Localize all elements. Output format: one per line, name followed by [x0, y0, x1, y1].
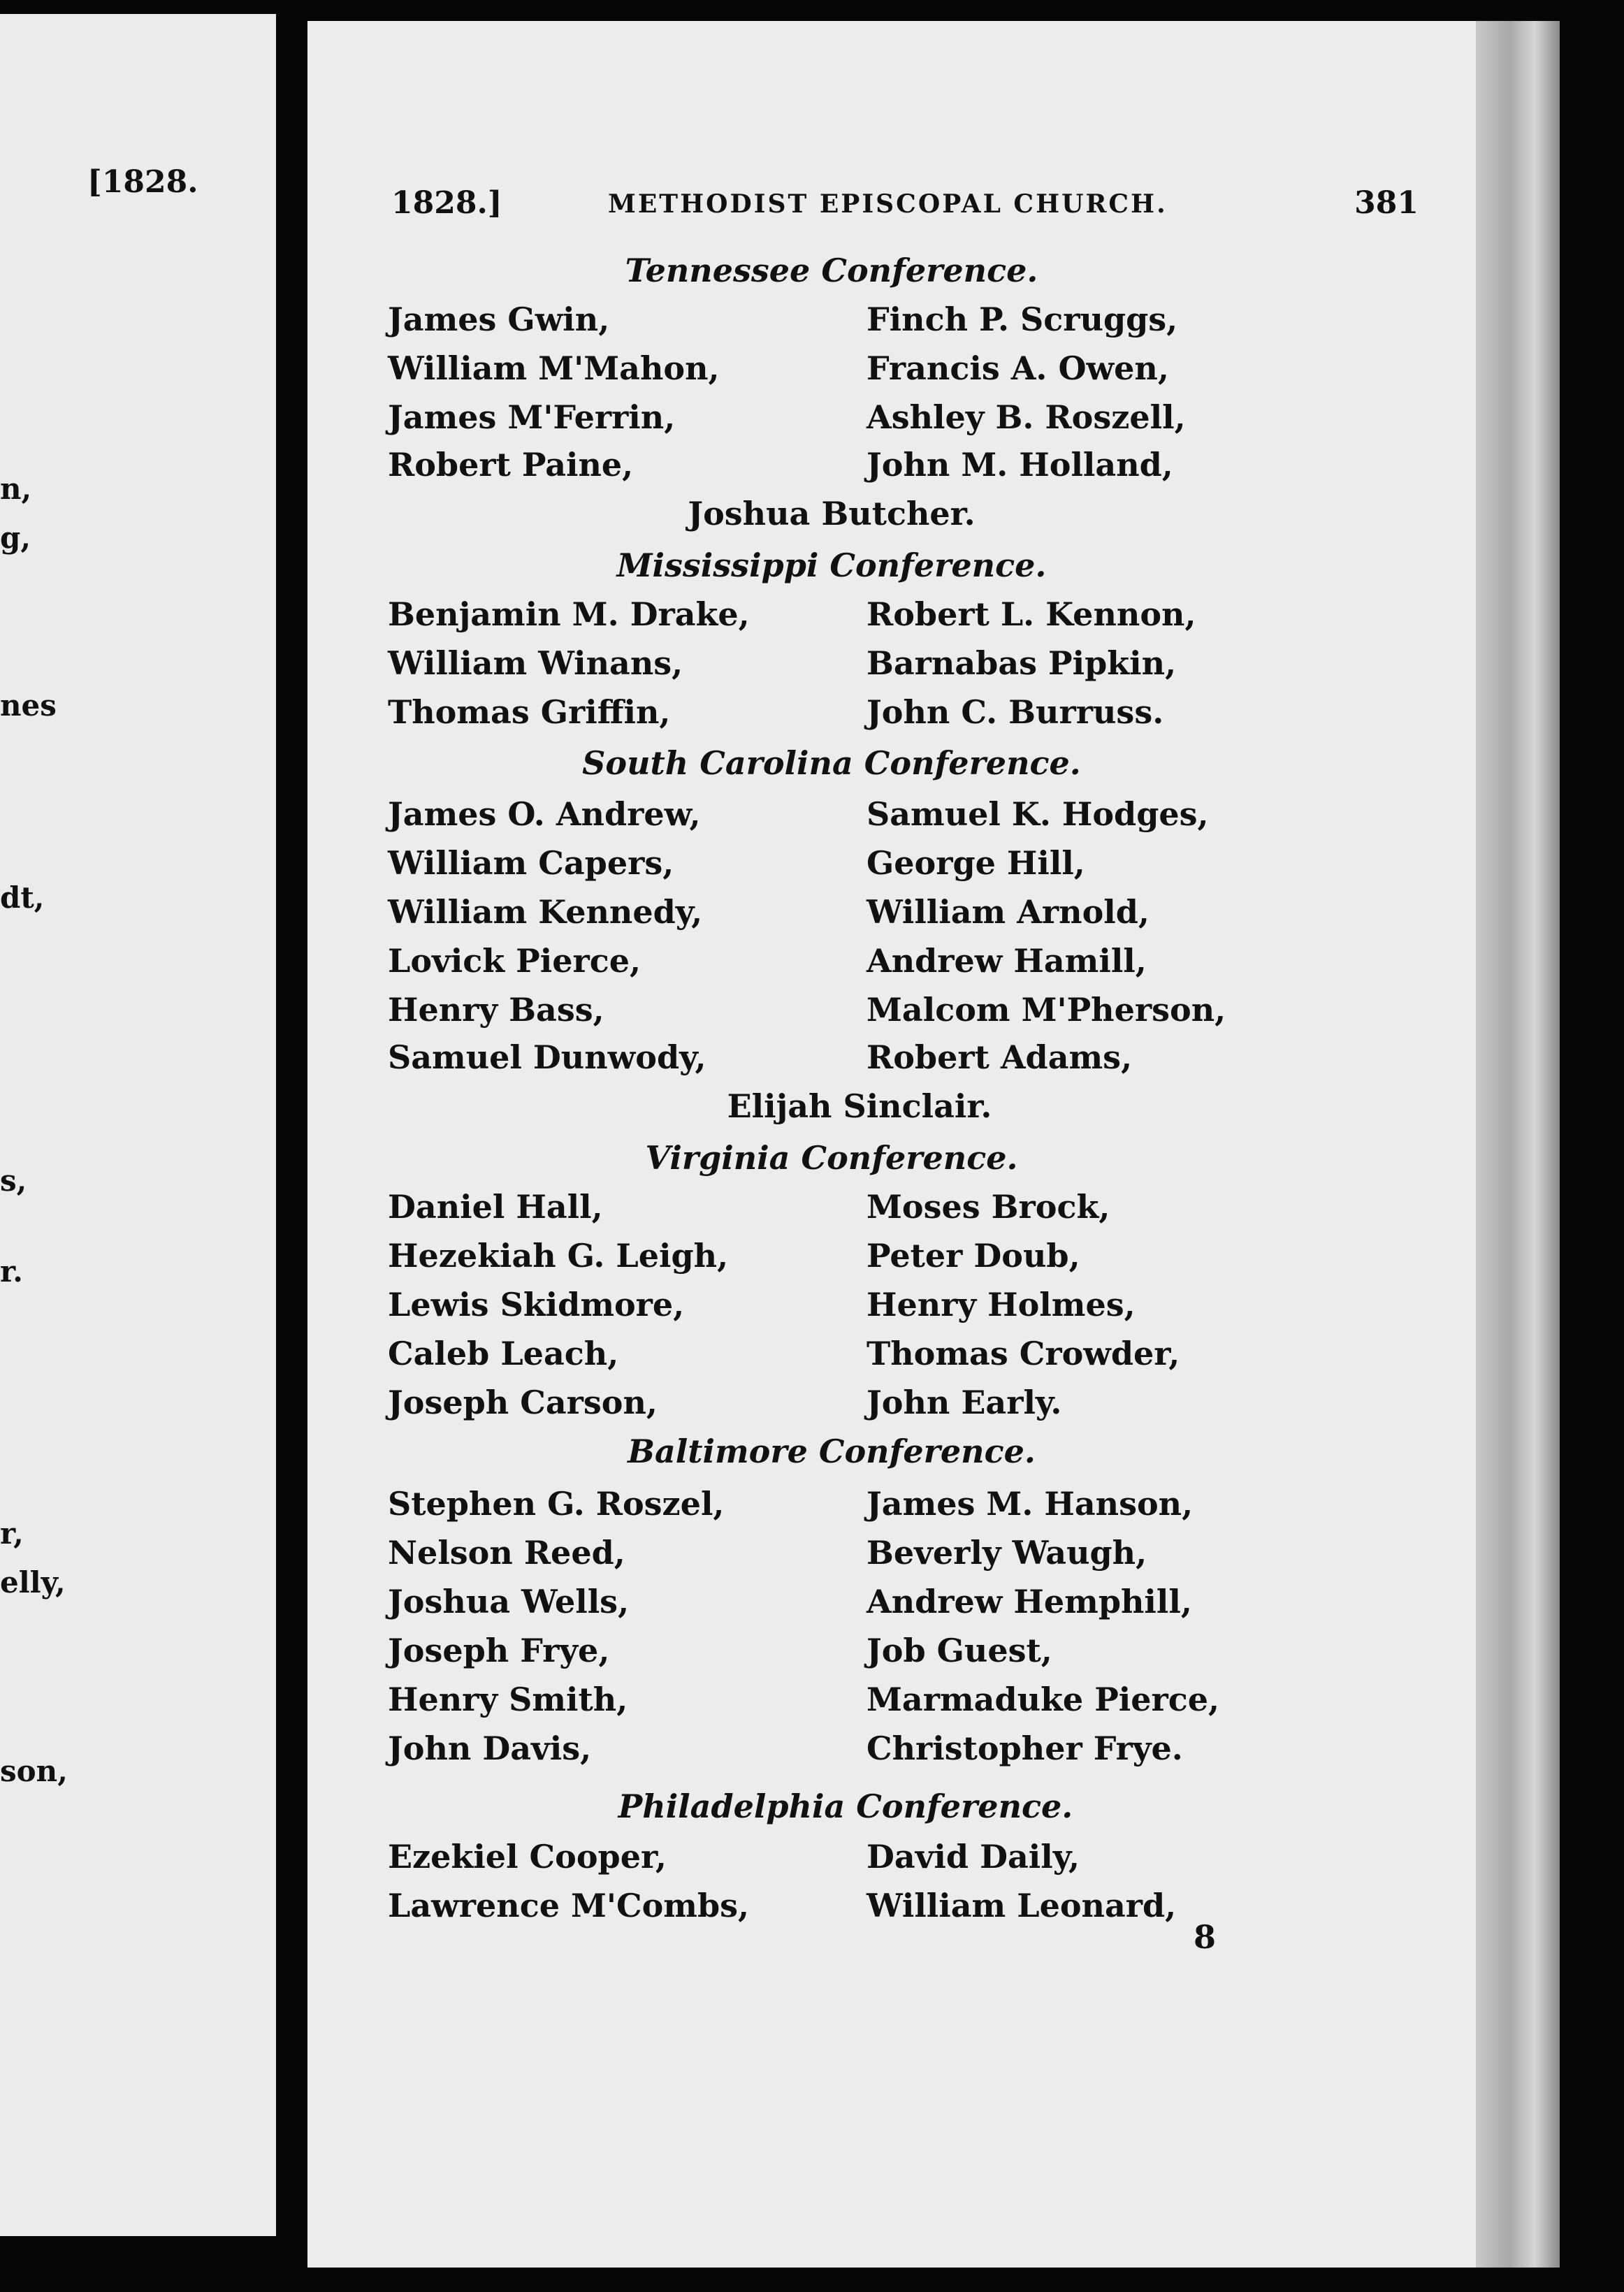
left-fragment: s,	[0, 1163, 27, 1198]
left-fragment: r.	[0, 1254, 23, 1289]
member-name: Samuel K. Hodges,	[867, 795, 1209, 833]
member-name: David Daily,	[867, 1838, 1080, 1876]
page-number: 381	[1354, 185, 1419, 221]
conference-heading: South Carolina Conference.	[582, 744, 1081, 782]
conference-heading: Philadelphia Conference.	[618, 1787, 1073, 1825]
member-name: John C. Burruss.	[867, 693, 1164, 731]
member-name: Moses Brock,	[867, 1188, 1110, 1226]
member-name: Joseph Carson,	[388, 1384, 658, 1421]
member-name: Christopher Frye.	[867, 1729, 1183, 1767]
conference-heading: Virginia Conference.	[645, 1139, 1018, 1177]
member-name: Marmaduke Pierce,	[867, 1681, 1220, 1718]
member-name: William Winans,	[388, 644, 683, 682]
member-name: James M. Hanson,	[867, 1485, 1194, 1523]
member-name: William Leonard,	[867, 1887, 1177, 1924]
member-name: Stephen G. Roszel,	[388, 1485, 725, 1523]
member-name: Beverly Waugh,	[867, 1534, 1147, 1572]
page-edge	[1476, 21, 1560, 2268]
member-name: Henry Smith,	[388, 1681, 628, 1718]
member-name: George Hill,	[867, 844, 1085, 882]
member-name: Benjamin M. Drake,	[388, 595, 750, 633]
member-name: Lewis Skidmore,	[388, 1286, 685, 1323]
conference-heading: Baltimore Conference.	[628, 1432, 1036, 1470]
left-fragment: son,	[0, 1754, 68, 1788]
member-name: Robert Paine,	[388, 446, 634, 484]
member-name-centered: Joshua Butcher.	[688, 495, 976, 532]
member-name: Henry Holmes,	[867, 1286, 1136, 1323]
member-name: Job Guest,	[867, 1632, 1052, 1669]
member-name: William Arnold,	[867, 893, 1150, 931]
running-head	[391, 185, 1419, 227]
signature-mark: 8	[1194, 1918, 1217, 1956]
running-head-year: 1828.]	[391, 185, 502, 221]
left-fragment: dt,	[0, 880, 45, 915]
member-name: Daniel Hall,	[388, 1188, 603, 1226]
member-name: Robert Adams,	[867, 1038, 1133, 1076]
member-name: Nelson Reed,	[388, 1534, 625, 1572]
member-name: John M. Holland,	[867, 446, 1173, 484]
member-name: Robert L. Kennon,	[867, 595, 1196, 633]
left-fragment: nes	[0, 688, 57, 723]
left-fragment: elly,	[0, 1565, 66, 1600]
member-name: Finch P. Scruggs,	[867, 300, 1178, 338]
member-name: Thomas Griffin,	[388, 693, 671, 731]
left-page-header: [1828.	[87, 164, 198, 200]
member-name: Andrew Hamill,	[867, 942, 1147, 980]
member-name: James O. Andrew,	[388, 795, 701, 833]
member-name: James Gwin,	[388, 300, 610, 338]
conference-heading: Tennessee Conference.	[625, 252, 1038, 289]
member-name: William Capers,	[388, 844, 674, 882]
member-name: William M'Mahon,	[388, 349, 720, 387]
member-name: Hezekiah G. Leigh,	[388, 1237, 729, 1275]
member-name: Samuel Dunwody,	[388, 1038, 706, 1076]
member-name: John Early.	[867, 1384, 1062, 1421]
member-name: Joseph Frye,	[388, 1632, 610, 1669]
member-name-centered: Elijah Sinclair.	[727, 1087, 992, 1125]
member-name: Andrew Hemphill,	[867, 1583, 1192, 1620]
book-page	[307, 21, 1492, 2268]
member-name: Barnabas Pipkin,	[867, 644, 1177, 682]
member-name: Joshua Wells,	[388, 1583, 630, 1620]
left-fragment: r,	[0, 1516, 24, 1551]
member-name: Henry Bass,	[388, 991, 604, 1029]
member-name: Lovick Pierce,	[388, 942, 641, 980]
running-head-title: METHODIST EPISCOPAL CHURCH.	[608, 189, 1168, 219]
member-name: Ezekiel Cooper,	[388, 1838, 667, 1876]
conference-heading: Mississippi Conference.	[616, 546, 1047, 584]
left-fragment: g,	[0, 521, 31, 555]
member-name: Caleb Leach,	[388, 1335, 619, 1372]
member-name: Malcom M'Pherson,	[867, 991, 1226, 1029]
member-name: James M'Ferrin,	[388, 398, 676, 436]
member-name: John Davis,	[388, 1729, 592, 1767]
member-name: Peter Doub,	[867, 1237, 1080, 1275]
left-page-fragment	[0, 14, 276, 2236]
left-fragment: n,	[0, 472, 32, 506]
member-name: Thomas Crowder,	[867, 1335, 1180, 1372]
member-name: Ashley B. Roszell,	[867, 398, 1186, 436]
member-name: Lawrence M'Combs,	[388, 1887, 750, 1924]
member-name: William Kennedy,	[388, 893, 703, 931]
member-name: Francis A. Owen,	[867, 349, 1169, 387]
